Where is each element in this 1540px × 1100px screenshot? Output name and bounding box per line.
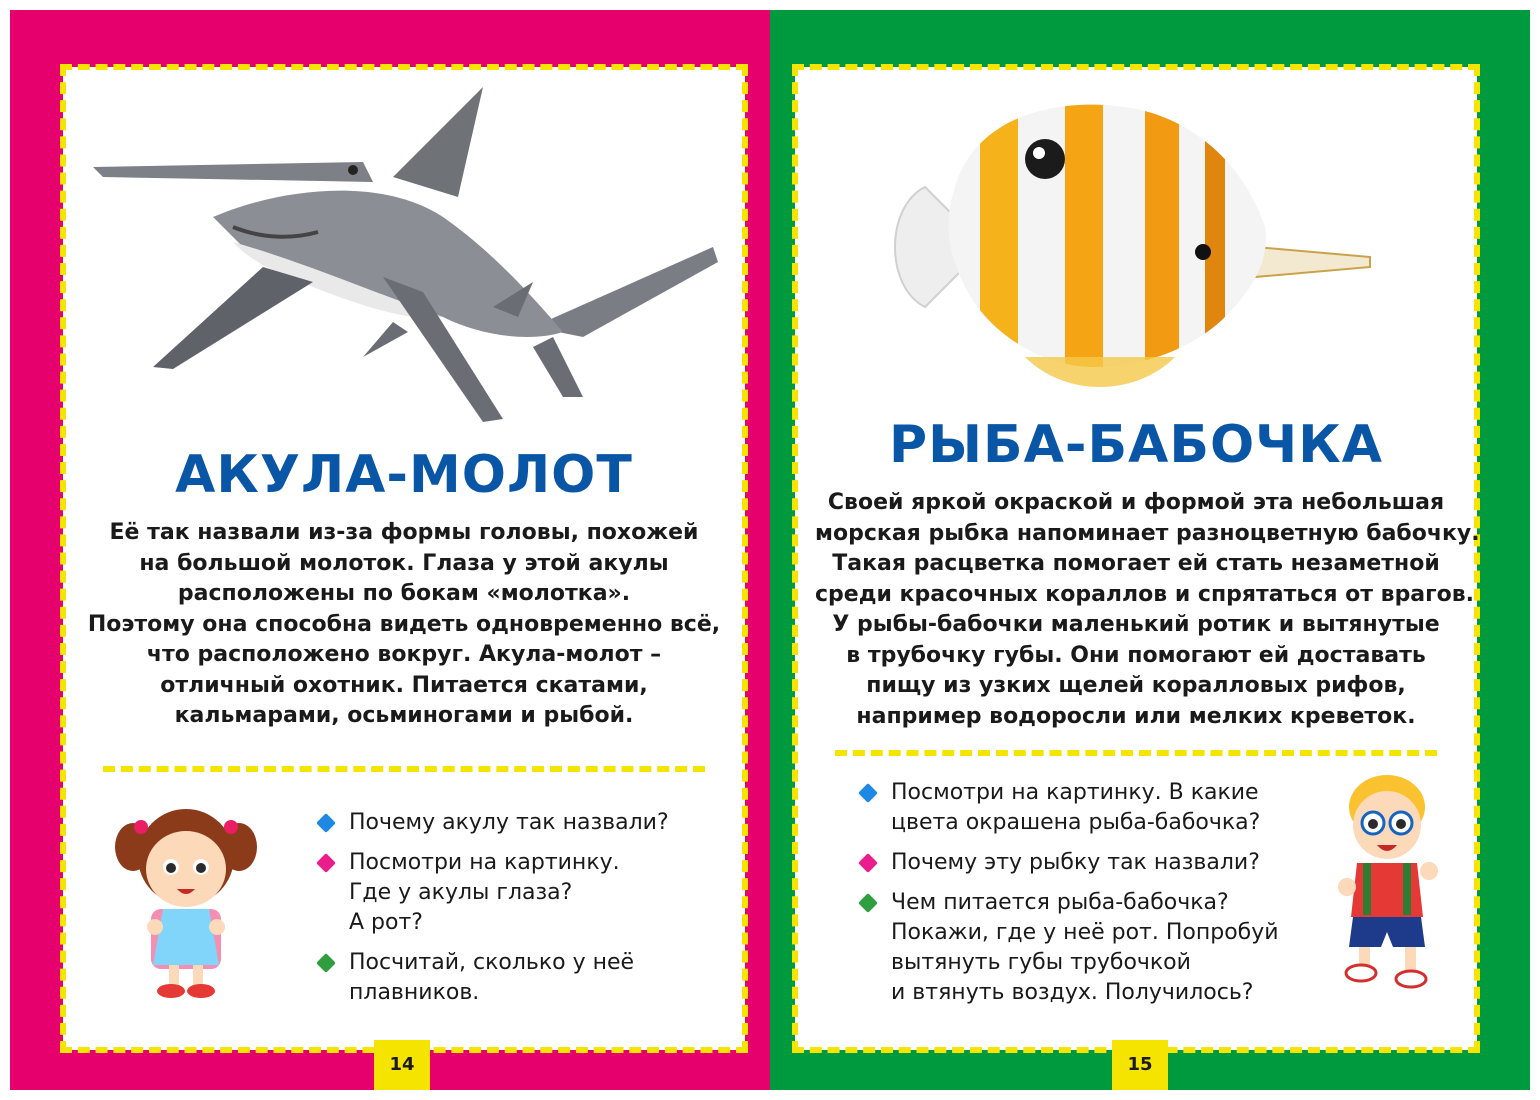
right-card: [795, 67, 1480, 1050]
description-line: что расположено вокруг. Акула-молот –: [146, 642, 662, 667]
diamond-bullet-icon: [858, 893, 878, 913]
girl-character-illustration: [111, 797, 261, 1011]
diamond-bullet-icon: [316, 953, 336, 973]
boy-character-illustration: [1325, 767, 1455, 1001]
description-line: среди красочных кораллов и спрятаться от врагов.: [815, 581, 1475, 607]
question-text: Почему эту рыбку так назвали?: [891, 850, 1260, 875]
shark-image: [63, 67, 745, 427]
question-text: и втянуть воздух. Получилось?: [891, 980, 1254, 1005]
left-card: [63, 67, 745, 1050]
questions-list: [857, 778, 1317, 1018]
page-title: РЫБА-БАБОЧКА: [889, 415, 1383, 475]
description-line: У рыбы-бабочки маленький ротик и вытянутые: [832, 612, 1440, 637]
dashed-divider: [835, 750, 1437, 756]
page-title: АКУЛА-МОЛОТ: [175, 445, 633, 505]
description-line: Такая расцветка помогает ей стать незаметной: [832, 551, 1440, 576]
question-text: плавников.: [349, 980, 480, 1005]
description: [83, 518, 725, 732]
description-line: Её так назвали из-за формы головы, похожей: [109, 520, 699, 545]
question-item: [315, 808, 735, 838]
diamond-bullet-icon: [316, 813, 336, 833]
diamond-bullet-icon: [858, 783, 878, 803]
question-text: Посмотри на картинку.: [349, 850, 620, 875]
diamond-bullet-icon: [858, 853, 878, 873]
question-text: Покажи, где у неё рот. Попробуй: [891, 920, 1279, 945]
boy-icon: [1325, 767, 1455, 997]
page-number: 15: [1112, 1040, 1168, 1090]
question-item: [315, 848, 735, 938]
question-text: вытянуть губы трубочкой: [891, 950, 1191, 975]
butterflyfish-illustration: [795, 67, 1477, 427]
question-text: Где у акулы глаза?: [349, 880, 573, 905]
description-line: отличный охотник. Питается скатами,: [160, 672, 648, 698]
description-line: Своей яркой окраской и формой эта небольшая: [827, 490, 1445, 515]
right-page: [770, 10, 1530, 1090]
question-item: [315, 948, 735, 1008]
question-item: [857, 848, 1317, 878]
question-text: Почему акулу так назвали?: [349, 810, 669, 835]
diamond-bullet-icon: [316, 853, 336, 873]
hammerhead-shark-illustration: [63, 67, 745, 427]
butterflyfish-image: [795, 67, 1477, 407]
description-line: в трубочку губы. Они помогают ей доставать: [846, 642, 1426, 668]
question-text: Посчитай, сколько у неё: [349, 950, 635, 975]
dashed-divider: [103, 766, 705, 772]
question-text: Посмотри на картинку. В какие: [891, 780, 1259, 805]
description-line: кальмарами, осьминогами и рыбой.: [174, 703, 634, 728]
question-text: цвета окрашена рыба-бабочка?: [891, 810, 1261, 835]
question-text: Чем питается рыба-бабочка?: [891, 890, 1229, 915]
question-item: [857, 888, 1317, 1008]
girl-icon: [111, 797, 261, 1007]
questions-list: [315, 808, 735, 1018]
question-text: А рот?: [349, 910, 423, 935]
description-line: Поэтому она способна видеть одновременно всё,: [87, 611, 721, 637]
description-line: на большой молоток. Глаза у этой акулы: [139, 550, 669, 576]
description-line: расположены по бокам «молотка».: [177, 581, 631, 606]
description: [815, 488, 1480, 732]
description-line: морская рыбка напоминает разноцветную бабочку.: [815, 520, 1480, 546]
question-item: [857, 778, 1317, 838]
left-page: [10, 10, 770, 1090]
page-number: 14: [374, 1040, 430, 1090]
description-line: например водоросли или мелких креветок.: [856, 703, 1416, 729]
description-line: пищу из узких щелей коралловых рифов,: [866, 673, 1406, 698]
